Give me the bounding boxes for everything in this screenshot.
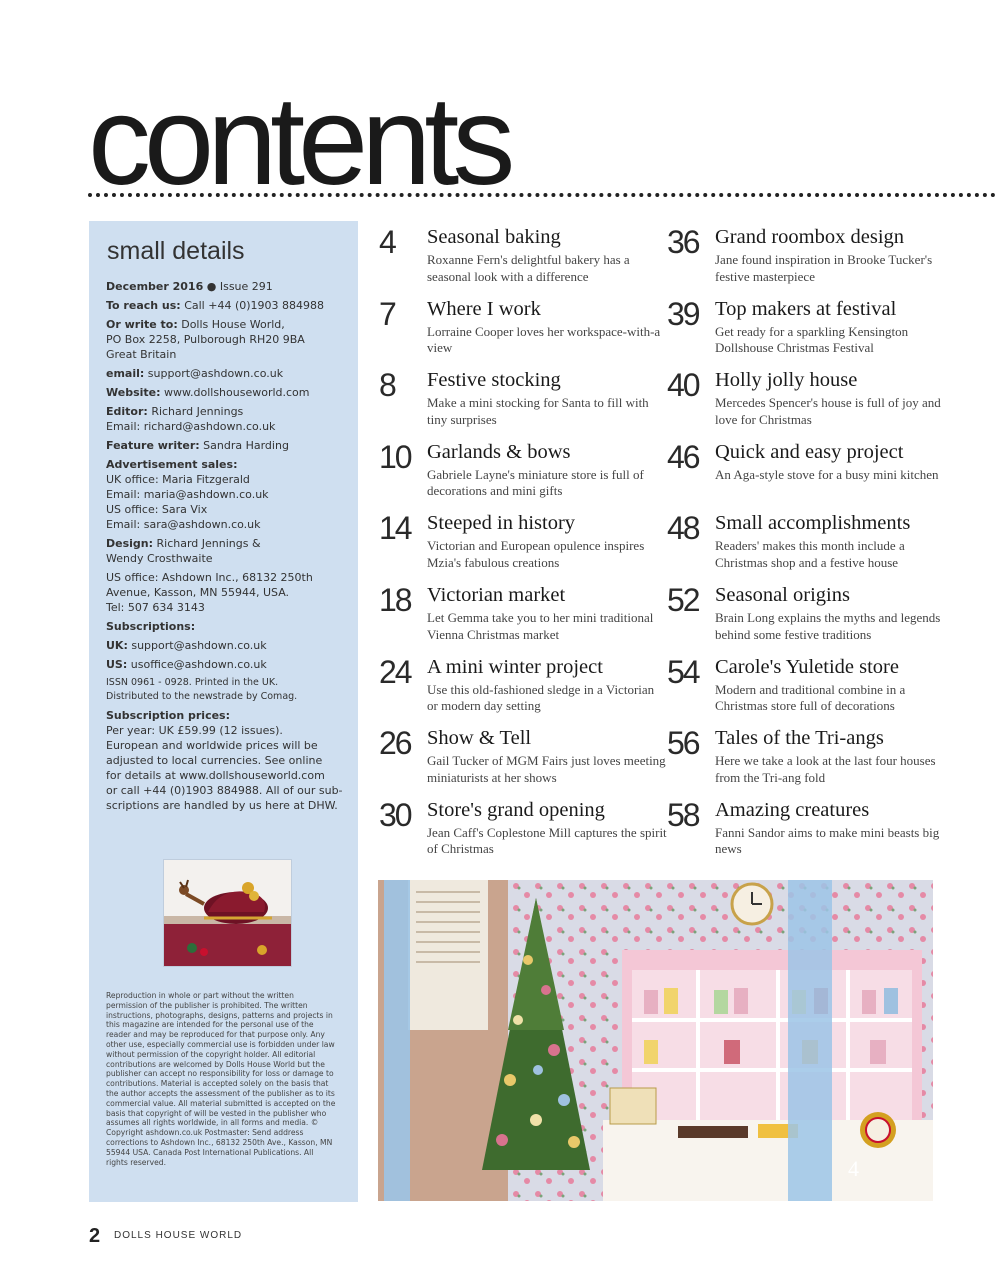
sidebar-line-label: To reach us: [106, 299, 181, 312]
sidebar-line-value: Avenue, Kasson, MN 55944, USA. [106, 586, 290, 599]
folio-page-number: 2 [89, 1225, 101, 1247]
sidebar-line [106, 298, 351, 313]
sidebar-line-label: Subscriptions: [106, 620, 196, 633]
toc-entry-description: Roxanne Fern's delightful bakery has a seasonal look with a difference [427, 252, 630, 284]
toc-page-number: 8 [379, 367, 395, 404]
sidebar-line [106, 619, 351, 634]
toc-entry[interactable] [667, 510, 947, 576]
toc-entry-title: Holly jolly house [715, 369, 858, 392]
sidebar-line [106, 753, 351, 768]
sidebar-line [106, 332, 351, 347]
sidebar-line-value: Richard Jennings & [156, 537, 261, 550]
toc-entry-description: Victorian and European opulence inspires Mzia's fabulous creations [427, 538, 645, 570]
toc-page-number: 30 [379, 796, 411, 833]
toc-entry-description: Gail Tucker of MGM Fairs just loves meeting miniaturists at her shows [427, 753, 666, 785]
toc-entry[interactable] [379, 582, 659, 648]
sidebar-line [106, 768, 351, 783]
toc-page-number: 26 [379, 725, 411, 762]
toc-entry-title: Small accomplishments [715, 512, 911, 535]
sidebar-line [106, 600, 351, 615]
christmas-shop-photo [378, 880, 933, 1201]
toc-entry[interactable] [667, 725, 947, 791]
sidebar-line-value: US office: Sara Vix [106, 503, 208, 516]
toc-entry-description: Gabriele Layne's miniature store is full of decorations and mini gifts [427, 466, 644, 499]
toc-entry-title: Steeped in history [427, 512, 576, 535]
toc-entry-title: Grand roombox design [715, 226, 905, 248]
toc-entry[interactable] [667, 224, 947, 290]
sidebar-line [106, 347, 351, 362]
toc-page-number: 54 [667, 653, 699, 690]
sidebar-line-label: email: [106, 367, 145, 380]
sidebar-line-label: US: [106, 658, 128, 671]
toc-entry-title: Top makers at festival [715, 297, 897, 320]
toc-page-number: 52 [667, 582, 699, 618]
toc-entry-description: Mercedes Spencer's house is full of joy and love for Christmas [715, 395, 941, 427]
sidebar-line-value: Email: richard@ashdown.co.uk [106, 420, 276, 433]
sidebar-line-value: support@ashdown.co.uk [147, 367, 284, 380]
toc-page-number: 58 [667, 796, 699, 833]
toc-entry-description: Here we take a look at the last four houses from the Tri-ang fold [715, 753, 936, 785]
folio-magazine-title: DOLLS HOUSE WORLD [114, 1230, 243, 1241]
sidebar-line [106, 723, 351, 738]
sidebar-line [106, 570, 351, 585]
toc-page-number: 14 [379, 510, 411, 547]
toc-entry[interactable] [379, 725, 666, 791]
sidebar-line-label: Subscription prices: [106, 709, 231, 722]
toc-entry-title: Quick and easy project [715, 440, 904, 463]
sidebar-line-label: Feature writer: [106, 439, 200, 452]
sidebar-line-value: usoffice@ashdown.co.uk [130, 658, 267, 671]
toc-page-number: 18 [379, 582, 411, 618]
toc-page-number: 40 [667, 367, 699, 404]
sidebar-line-value: PO Box 2258, Pulborough RH20 9BA [106, 333, 305, 346]
sidebar-line-value: Richard Jennings [151, 405, 244, 418]
sidebar-line-value: ● Issue 291 [206, 280, 273, 293]
toc-page-number: 24 [379, 653, 411, 690]
sidebar-line [106, 783, 351, 798]
sidebar-line [106, 404, 351, 419]
dotted-divider [88, 193, 996, 197]
toc-entry-description: Jane found inspiration in Brooke Tucker's festive masterpiece [715, 252, 933, 284]
toc-entry-description: Use this old-fashioned sledge in a Victorian or modern day setting [427, 681, 655, 714]
toc-entry[interactable] [379, 510, 659, 576]
sidebar-line-label: Per year: [106, 724, 156, 737]
toc-page-number: 36 [667, 224, 699, 260]
toc-entry-title: Carole's Yuletide store [715, 655, 899, 678]
toc-page-number: 48 [667, 510, 699, 547]
toc-entry[interactable] [379, 367, 659, 433]
toc-entry[interactable] [379, 224, 659, 290]
sidebar-line [106, 638, 351, 653]
toc-entry[interactable] [667, 296, 947, 362]
toc-entry-title: Store's grand opening [427, 798, 605, 821]
sidebar-line [106, 657, 351, 672]
photo-page-number: 4 [848, 1156, 859, 1181]
sidebar-line [106, 798, 351, 813]
toc-entry-title: Victorian market [427, 584, 566, 606]
sidebar-line-value: Great Britain [106, 348, 177, 361]
sidebar-line [106, 585, 351, 600]
sidebar-line [106, 690, 351, 704]
sidebar-line-value: or call +44 (0)1903 884988. All of our sub- [106, 784, 343, 797]
sidebar-line [106, 457, 351, 472]
sidebar-line-value: Email: sara@ashdown.co.uk [106, 518, 261, 531]
toc-entry[interactable] [379, 439, 659, 505]
sidebar-line-value: UK £59.99 (12 issues). [158, 724, 283, 737]
sidebar-line-label: Advertisement sales: [106, 458, 238, 471]
sidebar-line [106, 738, 351, 753]
sidebar-line-value: Email: maria@ashdown.co.uk [106, 488, 269, 501]
sidebar-line [106, 502, 351, 517]
sidebar-line-value: Tel: 507 634 3143 [106, 601, 205, 614]
toc-entry-description: Let Gemma take you to her mini traditional Vienna Christmas market [427, 610, 654, 642]
sidebar-line-value: adjusted to local currencies. See online [106, 754, 323, 767]
toc-entry[interactable] [379, 796, 667, 863]
toc-page-number: 10 [379, 438, 411, 475]
sidebar-line-value: European and worldwide prices will be [106, 739, 318, 752]
toc-entry-title: Seasonal origins [715, 584, 850, 606]
sidebar-line [106, 487, 351, 502]
sidebar-line-value: Distributed to the newstrade by Comag. [106, 691, 298, 702]
toc-entry[interactable] [667, 439, 947, 505]
toc-entry-title: Garlands & bows [427, 440, 571, 463]
sidebar-line [106, 517, 351, 532]
toc-entry-description: Lorraine Cooper loves her workspace-with-a view [427, 323, 661, 356]
sidebar-line [106, 419, 351, 434]
small-details-sidebar [89, 221, 358, 1202]
toc-entry-title: Seasonal baking [427, 226, 561, 248]
sidebar-line [106, 551, 351, 566]
toc-entry[interactable] [667, 582, 947, 648]
toc-entry-description: Get ready for a sparkling Kensington Dollshouse Christmas Festival [715, 323, 909, 356]
toc-entry-title: Amazing creatures [715, 798, 870, 821]
sidebar-line-value: UK office: Maria Fitzgerald [106, 473, 250, 486]
sidebar-line [106, 536, 351, 551]
toc-entry-description: Jean Caff's Coplestone Mill captures the spirit of Christmas [427, 824, 667, 857]
toc-page-number: 39 [667, 295, 699, 332]
sidebar-line-value: Wendy Crosthwaite [106, 552, 213, 565]
copyright-fine-print: Reproduction in whole or part without the written permission of the publisher is prohibited. The written instructions, photographs, designs, patterns and projects in this magazine are intended for the personal use of the reader and may be reproduced for that purpose only. Any other use, especially commercial use is forbidden under law without permission of the copyright holder. All editorial contributions are welcomed by Dolls House World but the publisher can accept no responsibility for loss or damage to contributions. Material is accepted solely on the basis that the author accepts the assessment of the publisher as to its commercial value. All material submitted is accepted on the basis that copyright of will be vested in the publisher who assumes all rights worldwide, in all forms and media. © Copyright ashdown.co.uk Postmaster: Send address corrections to Ashdown Inc., 68132 250th Ave., Kasson, MN 55944 USA. Canada Post International Publications. All rights reserved. [106, 991, 336, 1167]
sidebar-line-label: Design: [106, 537, 154, 550]
toc-entry-title: Where I work [427, 297, 541, 320]
toc-entry-description: Make a mini stocking for Santa to fill with tiny surprises [427, 395, 649, 427]
sidebar-title: small details [107, 237, 245, 265]
sidebar-line [106, 385, 351, 400]
sidebar-line-value: support@ashdown.co.uk [131, 639, 267, 652]
sidebar-line [106, 708, 351, 723]
sidebar-line-label: UK: [106, 639, 128, 652]
sidebar-line-value: for details at www.dollshouseworld.com [106, 769, 325, 782]
sidebar-line-label: Website: [106, 386, 161, 399]
sidebar-line [106, 676, 351, 690]
toc-entry[interactable] [379, 654, 659, 720]
toc-entry-description: Modern and traditional combine in a Christmas store full of decorations [715, 681, 906, 714]
sidebar-line [106, 366, 351, 381]
toc-entry-title: Show & Tell [427, 727, 532, 750]
toc-entry-title: A mini winter project [427, 655, 603, 678]
sidebar-line-value: www.dollshouseworld.com [164, 386, 310, 399]
masthead-title: contents [88, 70, 509, 211]
toc-entry-title: Festive stocking [427, 369, 561, 392]
sidebar-details [106, 279, 351, 813]
toc-page-number: 56 [667, 725, 699, 762]
toc-page-number: 4 [379, 224, 395, 260]
sidebar-line-value: scriptions are handled by us here at DHW. [106, 799, 338, 812]
sleigh-photo [163, 859, 292, 967]
sidebar-line [106, 279, 351, 294]
toc-entry-description: Brain Long explains the myths and legends behind some festive traditions [715, 610, 941, 642]
toc-page-number: 46 [667, 438, 699, 475]
sidebar-line [106, 472, 351, 487]
sidebar-line-value: ISSN 0961 - 0928. Printed in the UK. [106, 677, 279, 688]
sidebar-line-value: Call +44 (0)1903 884988 [184, 299, 325, 312]
sidebar-line [106, 438, 351, 453]
sidebar-line [106, 317, 351, 332]
sidebar-line-value: Sandra Harding [203, 439, 289, 452]
toc-entry[interactable] [379, 296, 659, 362]
sidebar-line-label: Editor: [106, 405, 148, 418]
toc-entry[interactable] [667, 797, 947, 863]
toc-entry-description: An Aga-style stove for a busy mini kitchen [715, 466, 939, 482]
toc-page-number: 7 [379, 295, 395, 332]
toc-entry-title: Tales of the Tri-angs [715, 727, 884, 750]
toc-entry-description: Readers' makes this month include a Christmas shop and a festive house [715, 538, 905, 570]
sidebar-line-label: Or write to: [106, 318, 178, 331]
sidebar-line-value: US office: Ashdown Inc., 68132 250th [106, 571, 313, 584]
toc-entry-description: Fanni Sandor aims to make mini beasts big news [715, 824, 940, 857]
toc-entry[interactable] [667, 367, 947, 433]
sidebar-line-value: Dolls House World, [181, 318, 285, 331]
toc-entry[interactable] [667, 654, 947, 720]
sidebar-line-label: December 2016 [106, 280, 204, 293]
